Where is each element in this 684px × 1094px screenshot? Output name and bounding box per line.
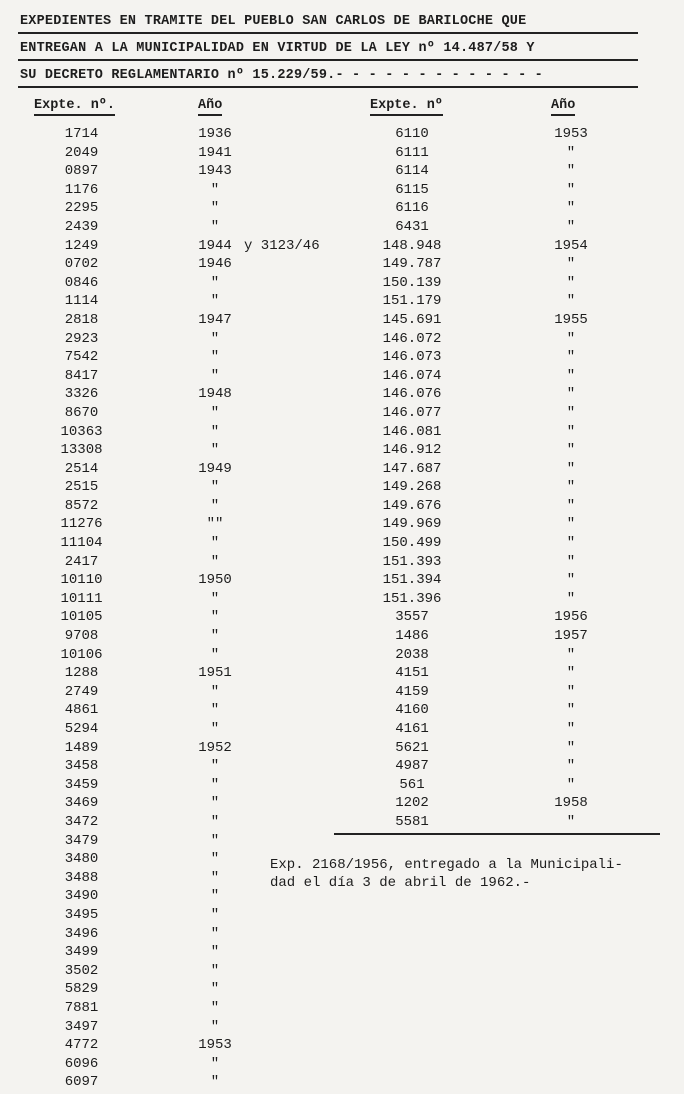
right-expte-cell: 5621: [395, 739, 429, 756]
left-year-cell: ": [210, 274, 220, 291]
right-expte-cell: 146.076: [382, 386, 442, 403]
right-year-cell: ": [566, 349, 576, 366]
right-expte-cell: 146.074: [382, 367, 442, 384]
document-heading: [18, 8, 638, 89]
right-expte-cell: 4161: [395, 721, 429, 737]
left-expte-cell: 10363: [60, 423, 103, 440]
right-expte-cell: 4160: [395, 702, 429, 719]
right-expte-cell: 151.179: [382, 293, 442, 310]
right-expte-cell: 147.687: [382, 460, 442, 477]
left-year-cell: ": [210, 1074, 220, 1091]
right-year-cell: ": [566, 553, 576, 570]
right-expte-cell: 1202: [395, 795, 429, 812]
left-expte-cell: 2295: [64, 200, 99, 217]
right-year-cell: 1954: [554, 237, 588, 254]
left-expte-cell: 0846: [64, 274, 99, 291]
left-year-cell: ": [210, 925, 220, 942]
left-expte-cell: 8670: [64, 404, 99, 421]
left-expte-cell: 1249: [64, 237, 99, 254]
left-expte-cell: 2818: [64, 311, 99, 328]
left-expte-cell: 1489: [64, 739, 99, 756]
left-year-cell: ": [210, 944, 220, 961]
left-expte-cell: 3495: [64, 906, 99, 923]
left-expte-cell: 3326: [64, 386, 99, 403]
right-year-cell: ": [566, 497, 576, 514]
left-expte-cell: 6096: [64, 1055, 99, 1072]
right-expte-cell: 146.912: [382, 442, 442, 459]
right-year-cell: ": [566, 218, 576, 235]
right-year-header: Año: [551, 98, 575, 116]
right-expte-header: Expte. nº: [370, 98, 443, 116]
right-expte-cell: 6114: [395, 163, 429, 180]
left-expte-cell: 4861: [64, 702, 99, 719]
left-year-cell: ": [210, 1018, 220, 1035]
left-expte-cell: 3499: [64, 944, 99, 961]
right-year-cell: 1953: [554, 126, 588, 142]
left-year-cell: 1944 y 3123/46: [198, 237, 320, 254]
right-year-cell: ": [566, 181, 576, 198]
left-year-cell: "": [206, 516, 224, 533]
right-expte-cell: 6431: [395, 218, 429, 235]
right-expte-cell: 6115: [395, 181, 429, 198]
left-expte-cell: 2049: [64, 144, 99, 161]
note-line-2: dad el día 3 de abril de 1962.-: [270, 875, 531, 891]
left-year-header: Año: [198, 98, 222, 116]
right-year-cell: ": [566, 404, 576, 421]
left-year-cell: 1946: [198, 256, 232, 273]
left-expte-cell: 0702: [64, 256, 99, 273]
right-year-cell: ": [566, 516, 576, 533]
left-year-cell: 1950: [198, 572, 232, 589]
right-year-cell: ": [566, 776, 576, 793]
left-year-cell: 1947: [198, 311, 232, 328]
left-expte-cell: 9708: [64, 628, 99, 645]
left-year-cell: ": [210, 851, 220, 868]
right-year-cell: 1956: [554, 609, 588, 626]
right-expte-cell: 150.139: [382, 274, 442, 291]
left-expte-cell: 3458: [64, 758, 99, 775]
right-year-cell: ": [566, 646, 576, 663]
right-expte-cell: 4151: [395, 665, 429, 682]
left-year-cell: ": [210, 795, 220, 812]
left-expte-cell: 3479: [64, 832, 99, 849]
right-year-cell: ": [566, 590, 576, 607]
left-year-cell: ": [210, 404, 220, 421]
right-year-cell: ": [566, 665, 576, 682]
right-expte-cell: 1486: [395, 628, 429, 645]
left-expte-cell: 2749: [64, 683, 99, 700]
left-expte-cell: 3472: [64, 813, 99, 830]
right-expte-cell: 151.393: [382, 553, 442, 570]
right-expte-cell: 561: [399, 776, 425, 793]
right-year-cell: ": [566, 274, 576, 291]
left-year-cell: ": [210, 962, 220, 979]
left-year-cell: ": [210, 423, 220, 440]
left-expte-cell: 4772: [64, 1037, 99, 1054]
right-expte-cell: 149.268: [382, 479, 442, 496]
left-expte-column: [34, 125, 129, 1092]
left-expte-cell: 11104: [60, 535, 103, 552]
left-expte-cell: 3497: [64, 1018, 99, 1035]
left-year-cell: ": [210, 869, 220, 886]
left-year-cell: 1952: [198, 739, 232, 756]
right-year-cell: ": [566, 200, 576, 217]
left-year-cell: ": [210, 590, 220, 607]
right-expte-cell: 151.396: [382, 590, 442, 607]
left-year-cell: ": [210, 888, 220, 905]
right-year-column: [540, 125, 602, 832]
right-year-cell: ": [566, 256, 576, 273]
left-year-cell: ": [210, 981, 220, 998]
left-expte-cell: 8572: [64, 497, 99, 514]
left-year-cell: ": [210, 683, 220, 700]
right-year-cell: ": [566, 702, 576, 719]
right-expte-cell: 5581: [395, 813, 429, 830]
left-expte-header: Expte. nº.: [34, 98, 115, 116]
left-year-cell: ": [210, 218, 220, 235]
left-year-cell: ": [210, 758, 220, 775]
right-year-cell: ": [566, 442, 576, 459]
left-year-cell: ": [210, 553, 220, 570]
left-expte-cell: 5294: [64, 721, 99, 737]
right-year-cell: ": [566, 293, 576, 310]
left-year-column: [180, 125, 320, 1092]
left-year-cell: 1953: [198, 1037, 232, 1054]
right-expte-cell: 149.787: [382, 256, 442, 273]
left-expte-cell: 5829: [64, 981, 99, 998]
right-expte-cell: 148.948: [382, 237, 442, 254]
left-expte-cell: 3459: [64, 776, 99, 793]
right-expte-column: [362, 125, 462, 832]
left-year-cell: ": [210, 181, 220, 198]
left-year-cell: 1949: [198, 460, 232, 477]
left-expte-cell: 3488: [64, 869, 99, 886]
right-year-cell: ": [566, 572, 576, 589]
left-expte-cell: 0897: [64, 163, 99, 180]
right-year-cell: 1958: [554, 795, 588, 812]
note-line-1: Exp. 2168/1956, entregado a la Municipali-: [270, 857, 623, 873]
right-year-cell: ": [566, 163, 576, 180]
right-year-cell: ": [566, 460, 576, 477]
left-year-cell: ": [210, 776, 220, 793]
left-year-cell: ": [210, 497, 220, 514]
left-year-cell: ": [210, 330, 220, 347]
right-year-cell: ": [566, 813, 576, 830]
right-expte-cell: 149.969: [382, 516, 442, 533]
left-expte-cell: 2515: [64, 479, 99, 496]
left-expte-cell: 11276: [60, 516, 103, 533]
left-year-cell: ": [210, 628, 220, 645]
left-year-cell: 1948: [198, 386, 232, 403]
left-year-cell: ": [210, 200, 220, 217]
right-year-cell: ": [566, 423, 576, 440]
left-expte-cell: 10111: [60, 590, 103, 607]
right-expte-cell: 151.394: [382, 572, 442, 589]
right-expte-cell: 146.077: [382, 404, 442, 421]
left-expte-cell: 1114: [64, 293, 99, 310]
right-year-cell: 1955: [554, 311, 588, 328]
left-year-cell: ": [210, 479, 220, 496]
right-expte-cell: 145.691: [382, 311, 442, 328]
right-year-cell: ": [566, 144, 576, 161]
left-year-cell: ": [210, 906, 220, 923]
left-expte-cell: 1176: [64, 181, 99, 198]
left-year-cell: ": [210, 609, 220, 626]
left-expte-cell: 8417: [64, 367, 99, 384]
left-expte-cell: 2439: [64, 218, 99, 235]
right-expte-cell: 146.073: [382, 349, 442, 366]
right-expte-cell: 6111: [395, 144, 429, 161]
right-year-cell: ": [566, 535, 576, 552]
heading-line-1: EXPEDIENTES EN TRAMITE DEL PUEBLO SAN CARLOS DE BARILOCHE QUE: [18, 8, 638, 35]
left-year-cell: ": [210, 535, 220, 552]
table-end-rule: [334, 833, 660, 835]
left-year-cell: ": [210, 999, 220, 1016]
left-year-cell: ": [210, 721, 220, 737]
left-year-cell: ": [210, 832, 220, 849]
left-expte-cell: 10110: [60, 572, 103, 589]
right-expte-cell: 2038: [395, 646, 429, 663]
right-year-cell: ": [566, 367, 576, 384]
left-year-cell: ": [210, 813, 220, 830]
right-year-cell: ": [566, 739, 576, 756]
right-year-cell: ": [566, 758, 576, 775]
left-expte-cell: 13308: [60, 442, 103, 459]
left-year-cell: ": [210, 367, 220, 384]
left-year-cell: ": [210, 702, 220, 719]
left-year-cell: ": [210, 442, 220, 459]
left-expte-cell: 3502: [64, 962, 99, 979]
left-year-cell: 1936: [198, 126, 232, 142]
left-year-cell: ": [210, 349, 220, 366]
right-expte-cell: 4987: [395, 758, 429, 775]
right-expte-cell: 4159: [395, 683, 429, 700]
right-expte-cell: 146.081: [382, 423, 442, 440]
left-expte-cell: 3480: [64, 851, 99, 868]
left-year-cell: ": [210, 646, 220, 663]
right-expte-cell: 146.072: [382, 330, 442, 347]
right-year-cell: ": [566, 386, 576, 403]
left-expte-cell: 10105: [60, 609, 103, 626]
left-expte-cell: 3469: [64, 795, 99, 812]
heading-line-2: ENTREGAN A LA MUNICIPALIDAD EN VIRTUD DE LA LEY nº 14.487/58 Y: [18, 35, 638, 62]
left-year-cell: ": [210, 1055, 220, 1072]
delivery-note: [270, 856, 680, 892]
left-year-cell: ": [210, 293, 220, 310]
left-expte-cell: 6097: [64, 1074, 99, 1091]
right-year-cell: ": [566, 683, 576, 700]
left-expte-cell: 1288: [64, 665, 99, 682]
heading-line-3: SU DECRETO REGLAMENTARIO nº 15.229/59.- - - - - - - - - - - - -: [18, 62, 638, 89]
left-year-cell: 1943: [198, 163, 232, 180]
left-expte-cell: 3490: [64, 888, 99, 905]
right-year-cell: ": [566, 721, 576, 737]
right-year-cell: ": [566, 330, 576, 347]
left-year-cell: 1941: [198, 144, 232, 161]
right-expte-cell: 6110: [395, 126, 429, 142]
left-expte-cell: 2417: [64, 553, 99, 570]
left-year-cell: 1951: [198, 665, 232, 682]
right-year-cell: ": [566, 479, 576, 496]
left-expte-cell: 10106: [60, 646, 103, 663]
right-expte-cell: 6116: [395, 200, 429, 217]
year-range-note: y 3123/46: [244, 237, 320, 254]
left-expte-cell: 7881: [64, 999, 99, 1016]
right-expte-cell: 149.676: [382, 497, 442, 514]
left-expte-cell: 2514: [64, 460, 99, 477]
left-expte-cell: 3496: [64, 925, 99, 942]
right-expte-cell: 3557: [395, 609, 429, 626]
left-expte-cell: 7542: [64, 349, 99, 366]
left-expte-cell: 2923: [64, 330, 99, 347]
left-expte-cell: 1714: [64, 126, 99, 142]
right-expte-cell: 150.499: [382, 535, 442, 552]
right-year-cell: 1957: [554, 628, 588, 645]
